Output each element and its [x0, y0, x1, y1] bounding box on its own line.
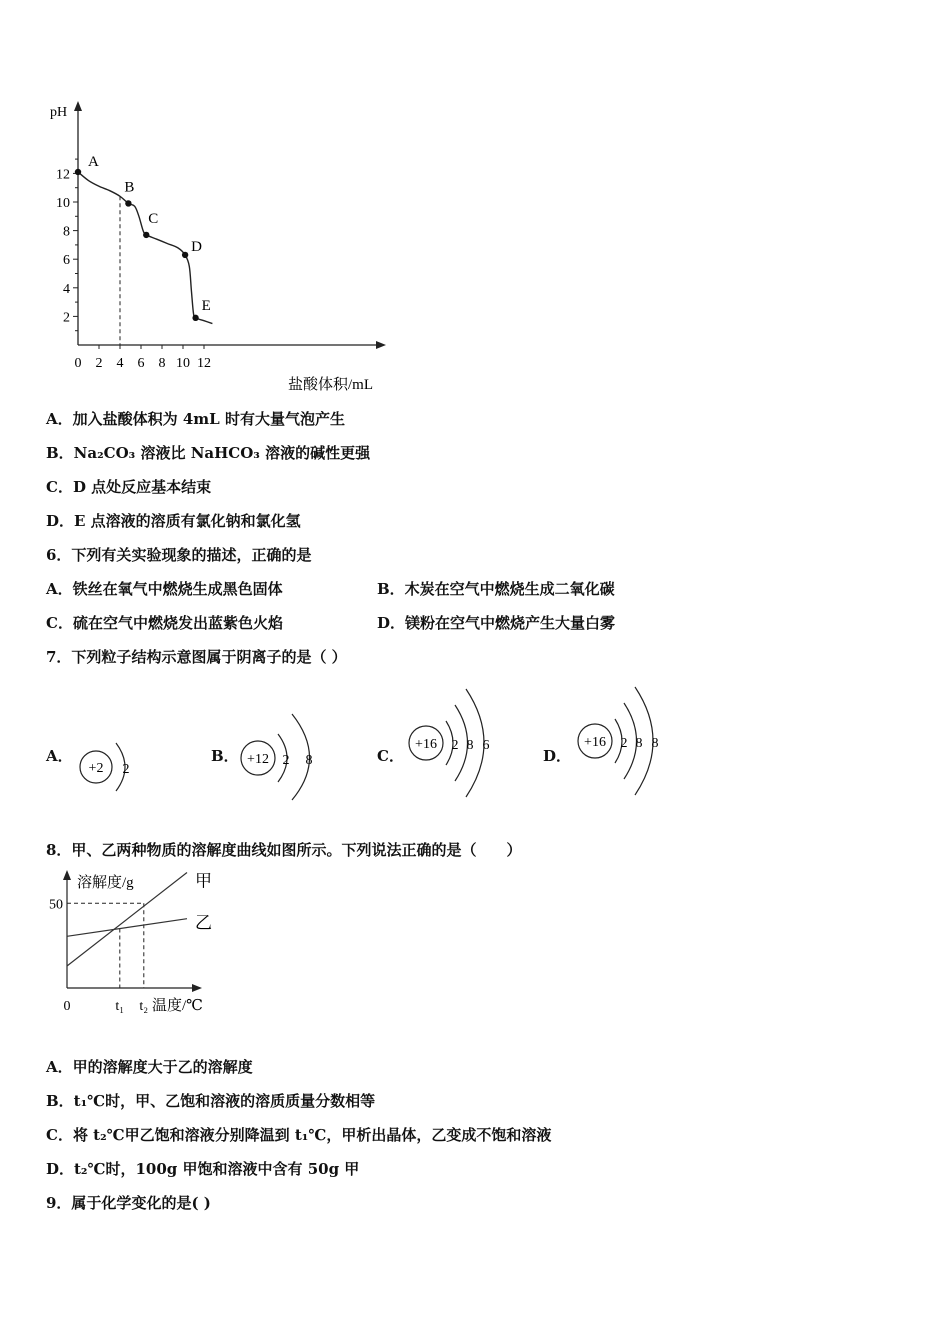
- q9-stem: 9．属于化学变化的是( ): [46, 1194, 211, 1212]
- q8-option-b: B．t₁℃时，甲、乙饱和溶液的溶质质量分数相等: [46, 1092, 376, 1110]
- x-axis-arrow: [192, 984, 202, 992]
- shell-electrons: 2: [122, 762, 130, 777]
- x-tick-label: 2: [95, 356, 103, 371]
- y-axis-label: pH: [50, 105, 68, 120]
- series-label-2: 乙: [195, 913, 212, 933]
- shell-electrons: 8: [635, 736, 643, 751]
- y-tick-label: 12: [56, 167, 70, 183]
- q6-option-b: B．木炭在空气中燃烧生成二氧化碳: [377, 580, 615, 598]
- q5-option-b: B．Na₂CO₃ 溶液比 NaHCO₃ 溶液的碱性更强: [46, 444, 371, 462]
- q8-option-d: D．t₂℃时，100g 甲饱和溶液中含有 50g 甲: [46, 1160, 360, 1178]
- series-line-2: [67, 919, 187, 937]
- point-label-e: E: [201, 297, 211, 314]
- q7-stem: 7．下列粒子结构示意图属于阴离子的是（ ）: [46, 648, 347, 666]
- shell-electrons: 6: [482, 738, 490, 753]
- y-axis-label: 溶解度/g: [77, 875, 134, 891]
- q8-stem: 8．甲、乙两种物质的溶解度曲线如图所示。下列说法正确的是（ ）: [46, 841, 522, 859]
- shell-electrons: 8: [466, 738, 474, 753]
- shell-electrons: 8: [305, 753, 313, 768]
- atom-diagram-b: [232, 712, 332, 807]
- point-d: [182, 252, 188, 258]
- y-tick-label: 10: [56, 196, 70, 211]
- point-label-c: C: [148, 210, 159, 227]
- y-tick-label: 6: [63, 253, 70, 269]
- y-tick-label: 8: [63, 224, 70, 240]
- q5-option-a: A．加入盐酸体积为 4mL 时有大量气泡产生: [46, 410, 345, 428]
- nucleus-charge: +16: [415, 737, 437, 752]
- x-tick-label: 8: [158, 356, 166, 371]
- y-axis-arrow: [63, 870, 71, 880]
- x-tick-label: 4: [116, 356, 124, 371]
- point-a: [75, 169, 81, 175]
- shell-electrons: 8: [651, 736, 659, 751]
- solubility-chart: [40, 866, 230, 1021]
- x-tick-label: 12: [197, 356, 211, 371]
- y-axis-arrow: [74, 101, 82, 111]
- point-e: [192, 315, 198, 321]
- q6-option-c: C．硫在空气中燃烧发出蓝紫色火焰: [46, 614, 283, 632]
- x-mark-label: t₁: [115, 999, 125, 1014]
- x-axis-label: 温度/℃: [152, 998, 203, 1014]
- origin-label: 0: [63, 999, 71, 1014]
- shell-electrons: 2: [620, 736, 628, 751]
- q5-option-d: D．E 点溶液的溶质有氯化钠和氯化氢: [46, 512, 301, 530]
- point-label-b: B: [124, 179, 135, 196]
- q6-stem: 6．下列有关实验现象的描述，正确的是: [46, 546, 312, 564]
- y-tick-label: 4: [63, 281, 70, 297]
- nucleus-charge: +12: [247, 752, 269, 767]
- q8-option-c: C．将 t₂℃甲乙饱和溶液分别降温到 t₁℃，甲析出晶体，乙变成不饱和溶液: [46, 1126, 552, 1144]
- q7-label-c: C．: [377, 747, 404, 765]
- shell-electrons: 2: [282, 753, 290, 768]
- y-tick-label: 2: [63, 310, 70, 326]
- atom-diagram-a: [72, 735, 142, 800]
- q7-label-b: B．: [211, 747, 239, 765]
- y-mark-label: 50: [49, 897, 63, 913]
- atom-diagram-d: [571, 683, 681, 798]
- q6-option-a: A．铁丝在氧气中燃烧生成黑色固体: [46, 580, 283, 598]
- point-b: [125, 200, 131, 206]
- nucleus-charge: +16: [584, 735, 606, 750]
- point-label-d: D: [191, 238, 202, 255]
- atom-diagram-c: [402, 685, 512, 800]
- x-tick-label: 10: [176, 356, 190, 371]
- q5-option-c: C．D 点处反应基本结束: [46, 478, 212, 496]
- ph-titration-chart: [40, 95, 400, 400]
- x-axis-label: 盐酸体积/mL: [288, 377, 373, 393]
- q7-label-a: A．: [46, 747, 73, 765]
- q6-option-d: D．镁粉在空气中燃烧产生大量白雾: [377, 614, 616, 632]
- x-mark-label: t₂: [139, 999, 149, 1014]
- x-tick-label: 6: [137, 356, 145, 371]
- x-axis-arrow: [376, 341, 386, 349]
- q8-option-a: A．甲的溶解度大于乙的溶解度: [46, 1058, 253, 1076]
- q7-label-d: D．: [543, 747, 572, 765]
- shell-electrons: 2: [451, 738, 459, 753]
- x-tick-label: 0: [74, 356, 82, 371]
- nucleus-charge: +2: [88, 761, 104, 776]
- series-label-1: 甲: [195, 871, 212, 891]
- point-label-a: A: [88, 153, 99, 170]
- point-c: [143, 232, 149, 238]
